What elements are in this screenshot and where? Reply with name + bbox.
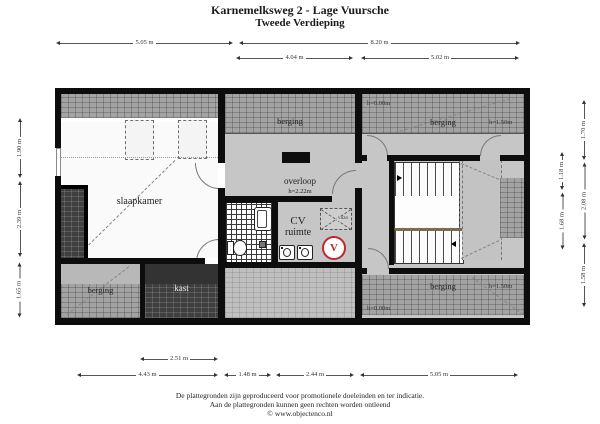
- wall-left-upper: [55, 88, 61, 148]
- label-kast: kast: [174, 283, 189, 293]
- label-slaapkamer: slaapkamer: [116, 196, 163, 207]
- dimension-right-inner-1: 1.18 m: [558, 152, 566, 190]
- floorplan-drawing: [55, 88, 530, 325]
- wall-slaapkamer-bottom: [61, 258, 205, 264]
- washer-icon: [279, 245, 295, 260]
- dimension-right-inner-2: 1.68 m: [559, 193, 567, 250]
- label-height-150-bottom: h=1.50m: [489, 283, 513, 290]
- wall-divider-2-upper: [355, 88, 362, 163]
- wall-berging-top-c: [500, 155, 524, 161]
- dimension-left-2: 2.39 m: [16, 181, 24, 257]
- label-cv-ruimte: ruimte: [284, 227, 312, 238]
- toilet-bowl-icon: [233, 240, 247, 256]
- dryer-icon: [297, 245, 313, 260]
- dimension-left-1: 1.90 m: [16, 118, 24, 178]
- dimension-bottom-4: 2.44 m: [276, 371, 354, 379]
- dimension-top-left: 5.05 m: [56, 39, 233, 47]
- wall-bathroom-top: [225, 196, 332, 202]
- dimension-bottom-5: 5.05 m: [360, 371, 518, 379]
- disclaimer-line-1: De plattegronden zijn geproduceerd voor promotionele doeleinden en ter indicatie.: [175, 391, 425, 400]
- wall-mid-bottom: [225, 262, 362, 268]
- label-overloop-height: h=2.22m: [288, 188, 312, 195]
- copyright: © www.objectenco.nl: [267, 409, 333, 418]
- stairs-landing: [394, 196, 460, 228]
- berging-top-mid-hatch: [225, 94, 355, 134]
- label-height-0-bottom: h=0.00m: [367, 305, 391, 312]
- label-berging-top-right: berging: [430, 117, 456, 127]
- dimension-top2-right: 5.02 m: [361, 54, 519, 62]
- label-berging-bottom-left: berging: [87, 285, 114, 295]
- label-vlizo: vlizo: [338, 216, 348, 221]
- stairs-upper-flight: [394, 162, 460, 200]
- roof-storage-strip: [61, 94, 218, 118]
- kast-floor: [145, 264, 218, 284]
- wall-berging-top-a: [362, 155, 367, 161]
- wall-bathroom-cv: [272, 202, 278, 265]
- page-title: [0, 4, 600, 30]
- low-storage-bottom-mid: [225, 268, 355, 318]
- drain-icon: [259, 241, 266, 248]
- wall-stairwell: [389, 155, 394, 265]
- wall-bottom: [55, 318, 530, 325]
- vlizo-hatch-icon: [320, 208, 352, 230]
- ceiling-height-line: [61, 157, 218, 158]
- label-berging-bottom-right: berging: [430, 281, 456, 291]
- chimney: [282, 152, 310, 163]
- dimension-top2-left: 4.04 m: [236, 54, 353, 62]
- cv-boiler-icon: V: [322, 236, 346, 260]
- wall-berging-bottom-b: [389, 268, 524, 274]
- eaves-closet: [57, 185, 88, 262]
- label-berging-top-mid: berging: [277, 116, 303, 126]
- stairwell-edge-line: [459, 160, 460, 260]
- label-overloop: overloop: [284, 176, 316, 186]
- roof-slope-hatch: [500, 178, 524, 238]
- roof-window-1: [125, 120, 154, 160]
- stairs-direction-arrow: [397, 175, 402, 181]
- wall-right: [524, 88, 530, 325]
- dimension-right-2: 2.08 m: [581, 163, 589, 240]
- wall-left-lower: [55, 176, 61, 325]
- wall-berging-top-b: [387, 155, 480, 161]
- stairs-direction-arrow: [451, 241, 456, 247]
- wall-divider-1-lower: [218, 188, 225, 325]
- window: [56, 148, 61, 178]
- dimension-bottom-3: 1.48 m: [224, 371, 271, 379]
- roof-window-2: [178, 120, 207, 159]
- title-address: Karnemelksweg 2 - Lage Vuursche: [211, 3, 389, 17]
- dimension-bottom-1: 2.51 m: [140, 355, 218, 363]
- dimension-left-3: 1.65 m: [16, 263, 24, 318]
- wall-top: [55, 88, 530, 94]
- wall-divider-1-upper: [218, 88, 225, 163]
- dimension-bottom-2: 4.43 m: [77, 371, 218, 379]
- dimension-top-right: 8.20 m: [239, 39, 520, 47]
- label-height-0: h=0.00m: [367, 100, 391, 107]
- wall-berging-bottom-a: [362, 268, 367, 274]
- dimension-right-1: 1.70 m: [580, 100, 588, 160]
- label-cv: CV: [290, 215, 306, 227]
- wall-divider-2-lower: [355, 188, 362, 318]
- disclaimer-line-2: Aan de plattegronden kunnen geen rechten worden ontleend: [209, 400, 391, 409]
- void-strip: [462, 160, 502, 260]
- title-floor: Tweede Verdieping: [255, 17, 345, 29]
- disclaimer: [0, 391, 600, 418]
- dimension-right-3: 1.58 m: [580, 243, 588, 307]
- wall-berging-kast: [140, 264, 145, 318]
- label-height-150: h=1.50m: [489, 119, 513, 126]
